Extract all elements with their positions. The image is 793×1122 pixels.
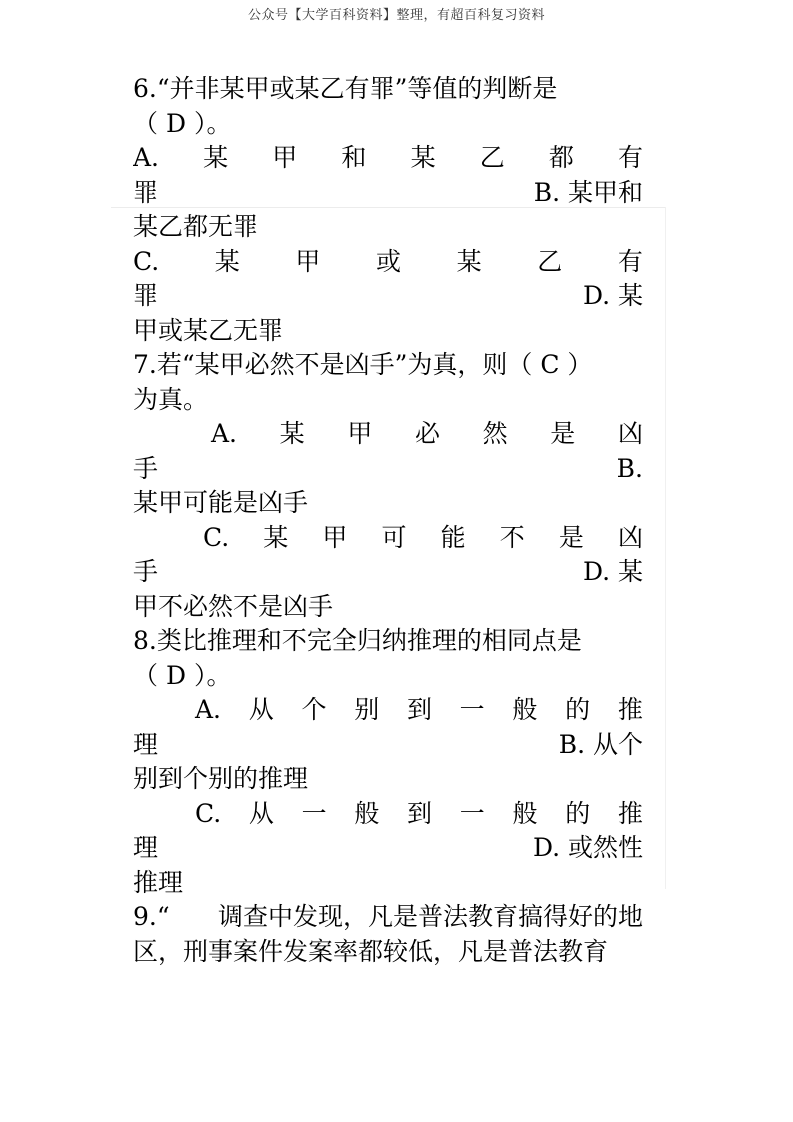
option-c-d-line <box>133 279 643 314</box>
option-a <box>133 417 643 452</box>
question-7 <box>133 348 643 624</box>
option-token: 能 <box>440 522 466 552</box>
option-c-d-line <box>133 555 643 590</box>
option-token: 乙 <box>479 143 505 172</box>
option-token: 是 <box>550 419 576 448</box>
option-d-tail: 推理 <box>133 867 184 897</box>
option-token: 从 <box>248 695 274 724</box>
option-token: 有 <box>617 246 643 276</box>
option-a-b-line <box>133 176 643 211</box>
option-token: 凶 <box>617 419 643 448</box>
option-b-tail: 某乙都无罪 <box>133 212 259 241</box>
question-stem: 8.类比推理和不完全归纳推理的相同点是 <box>133 626 582 655</box>
option-token: 一 <box>459 695 485 724</box>
option-c-tail: 理 <box>133 833 159 862</box>
page-header: 公众号【大学百科资料】整理，有超百科复习资料 <box>247 8 545 23</box>
question-stem-tail: 为真。 <box>133 384 209 414</box>
option-b-tail: 某甲可能是凶手 <box>133 488 309 517</box>
option-token: 的 <box>565 798 591 828</box>
question-9 <box>133 900 643 969</box>
option-a-b-line <box>133 728 643 763</box>
option-token: 乙 <box>537 246 563 276</box>
option-c <box>133 245 643 280</box>
option-c-tail: 手 <box>133 557 159 586</box>
option-token: 到 <box>406 695 432 724</box>
option-token: 必 <box>414 419 440 448</box>
option-d-head: D. 某 <box>582 557 643 586</box>
option-token: A. <box>211 419 238 448</box>
option-b-head: B. <box>616 453 643 483</box>
document-body <box>133 72 643 969</box>
option-c <box>133 797 643 832</box>
question-number: 9.“ <box>133 902 170 931</box>
option-c-d-line <box>133 831 643 866</box>
option-token: 某 <box>214 246 240 276</box>
option-a-tail: 罪 <box>133 177 159 207</box>
option-token: A. <box>133 143 160 172</box>
option-token: 有 <box>617 143 643 172</box>
option-token: 凶 <box>617 522 643 552</box>
option-token: 和 <box>341 143 367 172</box>
answer-line: （ D ）。 <box>133 108 232 138</box>
option-token: 的 <box>565 695 591 724</box>
option-token: 甲 <box>295 246 321 276</box>
question-8 <box>133 624 643 900</box>
question-6 <box>133 72 643 348</box>
option-token: C. <box>195 798 222 828</box>
option-token: 到 <box>407 798 433 828</box>
option-a-b-line <box>133 452 643 487</box>
option-token: A. <box>195 695 222 724</box>
option-token: 某 <box>410 143 436 172</box>
option-token: 某 <box>203 143 229 172</box>
option-c-tail: 罪 <box>133 281 159 310</box>
option-token: 别 <box>354 695 380 724</box>
option-token: 个 <box>301 695 327 724</box>
option-token: 甲 <box>272 143 298 172</box>
option-token: 般 <box>354 798 380 828</box>
question-stem <box>133 900 643 935</box>
option-token: 一 <box>459 798 485 828</box>
option-token: 般 <box>512 798 538 828</box>
option-d-head: D. 某 <box>582 281 643 310</box>
option-d-tail: 甲不必然不是凶手 <box>133 591 334 621</box>
scan-artifact-line <box>665 207 666 889</box>
option-token: 或 <box>376 246 402 276</box>
option-a-tail: 手 <box>133 453 159 483</box>
option-b-head: B. 某甲和 <box>533 177 643 207</box>
option-token: 然 <box>482 419 508 448</box>
option-token: 某 <box>456 246 482 276</box>
option-token: 一 <box>301 798 327 828</box>
option-token: 不 <box>499 522 525 552</box>
answer-line: （ D ）。 <box>133 660 232 690</box>
option-token: 般 <box>512 695 538 724</box>
option-token: 可 <box>381 522 407 552</box>
option-token: 都 <box>548 143 574 172</box>
option-a <box>133 693 643 728</box>
option-a-tail: 理 <box>133 729 159 759</box>
question-stem-line-2: 区，刑事案件发案率都较低，凡是普法教育 <box>133 936 609 966</box>
option-token: 甲 <box>347 419 373 448</box>
option-token: C. <box>203 522 230 552</box>
option-b-tail: 别到个别的推理 <box>133 764 309 793</box>
option-d-tail: 甲或某乙无罪 <box>133 315 284 345</box>
option-b-head: B. 从个 <box>558 729 643 759</box>
option-token: 是 <box>558 522 584 552</box>
question-stem: 6.“并非某甲或某乙有罪”等值的判断是 <box>133 74 558 103</box>
question-stem: 7.若“某甲必然不是凶手”为真，则（ C ） <box>133 350 593 379</box>
option-token: 甲 <box>322 522 348 552</box>
question-stem-text: 调查中发现，凡是普法教育搞得好的地 <box>217 902 643 931</box>
option-a <box>133 141 643 176</box>
option-token: 某 <box>279 419 305 448</box>
option-c <box>133 521 643 556</box>
option-token: 推 <box>617 695 643 724</box>
option-token: 从 <box>248 798 274 828</box>
option-token: C. <box>133 246 160 276</box>
option-token: 某 <box>263 522 289 552</box>
option-token: 推 <box>617 798 643 828</box>
option-d-head: D. 或然性 <box>532 833 643 862</box>
